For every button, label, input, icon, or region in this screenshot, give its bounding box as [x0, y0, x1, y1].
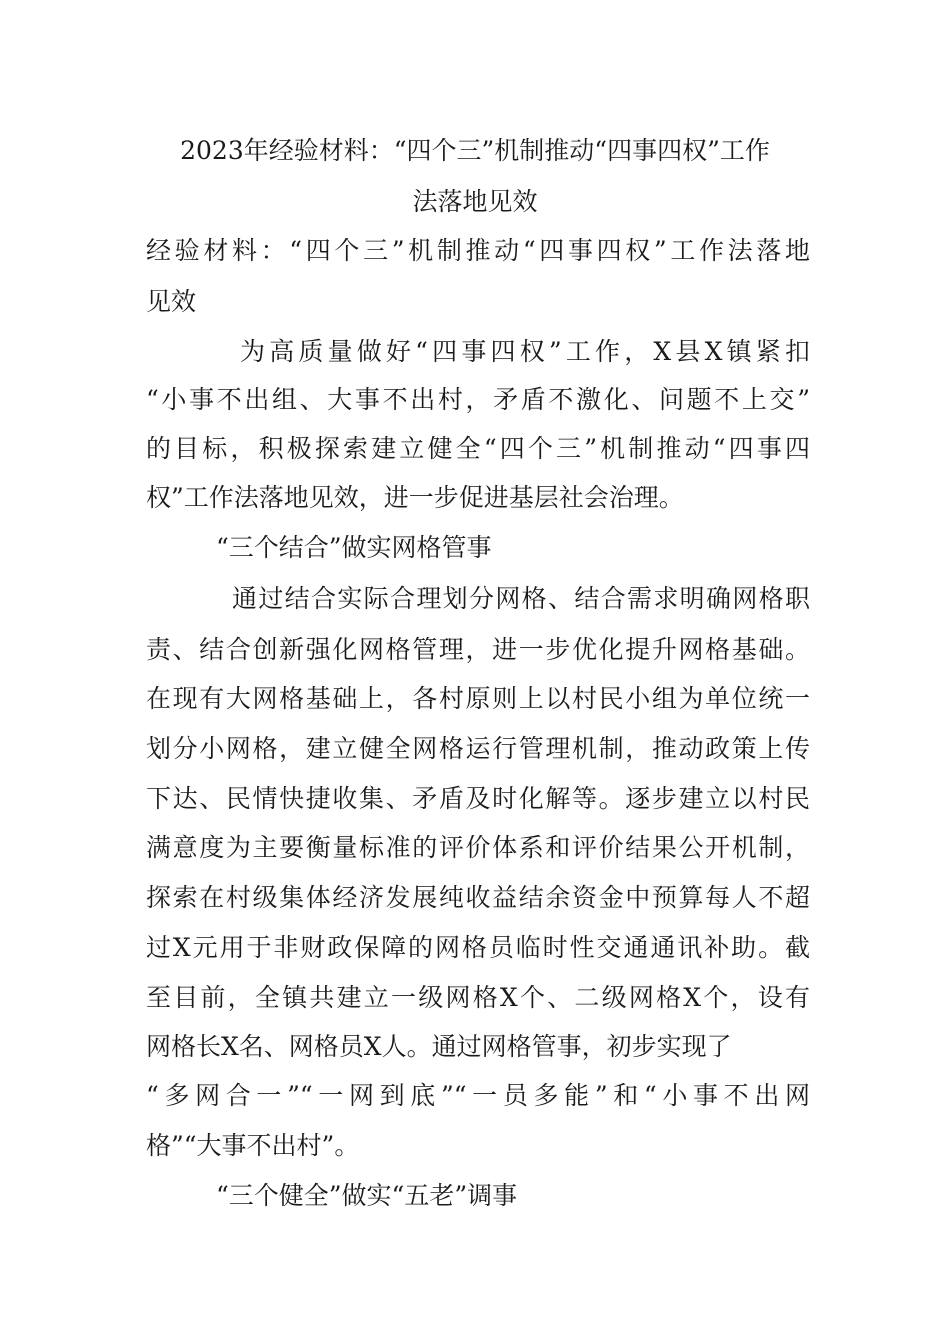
document-title-line-1: 2023年经验材料：“四个三”机制推动“四事四权”工作: [180, 136, 770, 165]
intro-line-4: 权”工作法落地见效，进一步促进基层社会治理。: [146, 483, 684, 512]
document-title-line-2: 法落地见效: [412, 187, 538, 216]
document-subtitle-line-1: 经验材料：“四个三”机制推动“四事四权”工作法落地: [146, 236, 810, 265]
section-heading-grid-management: “三个结合”做实网格管事: [216, 533, 492, 562]
section-heading-elder-mediation: “三个健全”做实“五老”调事: [216, 1181, 518, 1210]
section1-line-6: 满意度为主要衡量标准的评价体系和评价结果公开机制，: [146, 833, 810, 862]
section1-line-5: 下达、民情快捷收集、矛盾及时化解等。逐步建立以村民: [146, 784, 810, 813]
section1-line-12: 格”“大事不出村”。: [146, 1131, 360, 1160]
intro-line-3: 的目标，积极探索建立健全“四个三”机制推动“四事四: [146, 434, 810, 463]
intro-line-1: 为高质量做好“四事四权”工作，X县X镇紧扣: [240, 337, 810, 366]
section1-line-7: 探索在村级集体经济发展纯收益结余资金中预算每人不超: [146, 883, 810, 912]
section1-line-10: 网格长X名、网格员X人。通过网格管事，初步实现了: [146, 1032, 732, 1061]
section1-line-2: 责、结合创新强化网格管理，进一步优化提升网格基础。: [146, 635, 810, 664]
intro-line-2: “小事不出组、大事不出村，矛盾不激化、问题不上交”: [146, 385, 810, 414]
document-subtitle-line-2: 见效: [146, 287, 197, 316]
section1-line-9: 至目前，全镇共建立一级网格X个、二级网格X个，设有: [146, 983, 810, 1012]
section1-line-8: 过X元用于非财政保障的网格员临时性交通通讯补助。截: [146, 933, 810, 962]
section1-line-3: 在现有大网格基础上，各村原则上以村民小组为单位统一: [146, 684, 810, 713]
section1-line-4: 划分小网格，建立健全网格运行管理机制，推动政策上传: [146, 734, 810, 763]
section1-line-11: “多网合一”“一网到底”“一员多能”和“小事不出网: [146, 1081, 810, 1110]
section1-line-1: 通过结合实际合理划分网格、结合需求明确网格职: [232, 584, 810, 613]
